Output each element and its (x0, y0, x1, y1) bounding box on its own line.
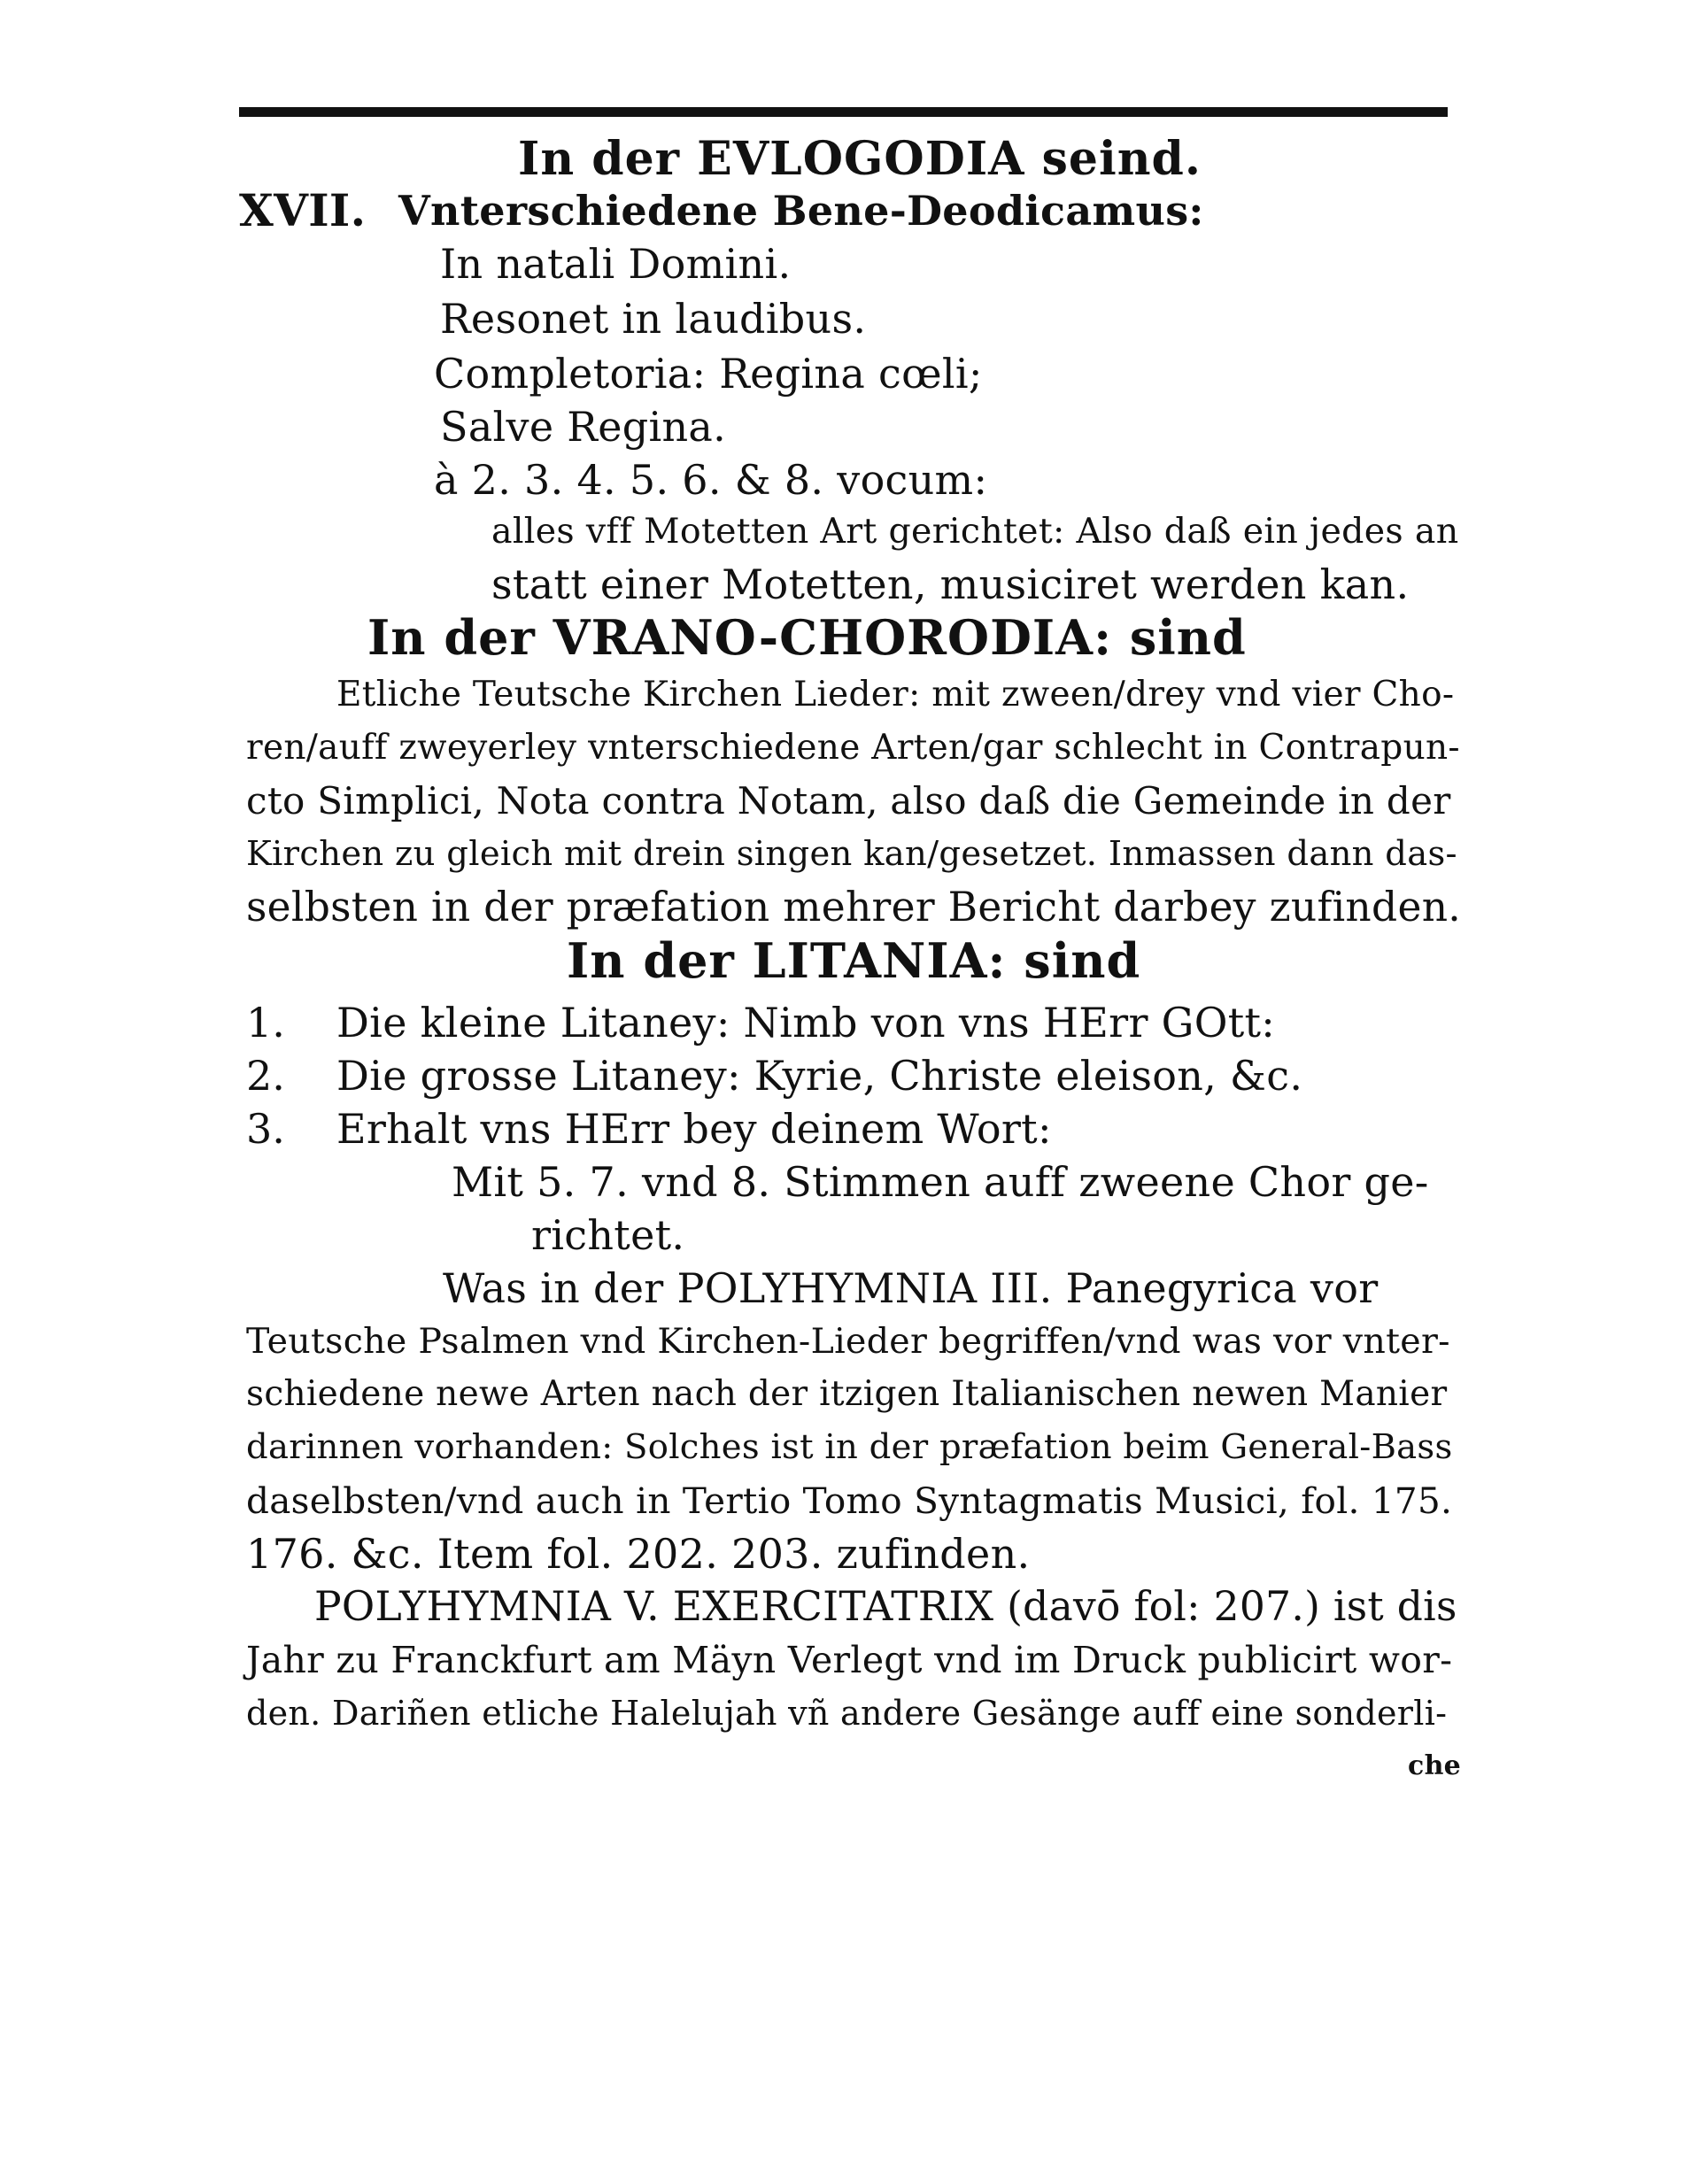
polyhymnia-text-line: schiedene newe Arten nach der itzigen Italianischen newen Manier (246, 1374, 1448, 1414)
litania-item: Die kleine Litaney: Nimb von vns HErr GOtt: (336, 999, 1276, 1047)
xvii-label: XVII. (239, 184, 367, 236)
litania-number: 3. (246, 1105, 285, 1153)
exercitatrix-text-line: POLYHYMNIA V. EXERCITATRIX (davō fol: 207.) ist dis (314, 1583, 1457, 1630)
litania-item: Die grosse Litaney: Kyrie, Christe eleison, &c. (336, 1052, 1303, 1100)
urano-text-line: Kirchen zu gleich mit drein singen kan/gesetzet. Inmassen dann das- (246, 834, 1457, 874)
heading-eulogodia: In der EVLOGODIA seind. (518, 132, 1202, 186)
eulogodia-item: à 2. 3. 4. 5. 6. & 8. vocum: (434, 456, 988, 504)
litania-note-line: Mit 5. 7. vnd 8. Stimmen auff zweene Chor ge- (452, 1158, 1429, 1206)
eulogodia-item: Salve Regina. (440, 403, 727, 451)
eulogodia-item: In natali Domini. (440, 240, 792, 288)
litania-number: 2. (246, 1052, 285, 1100)
polyhymnia-text-line: daselbsten/vnd auch in Tertio Tomo Syntagmatis Musici, fol. 175. (246, 1479, 1453, 1522)
eulogodia-item: Completoria: Regina cœli; (434, 350, 983, 398)
litania-note-line: richtet. (531, 1211, 685, 1259)
polyhymnia-text-line: darinnen vorhanden: Solches ist in der præfation beim General-Bass (246, 1427, 1453, 1467)
polyhymnia-text-line: Was in der POLYHYMNIA III. Panegyrica vor (443, 1264, 1379, 1312)
heading-litania: In der LITANIA: sind (567, 932, 1141, 989)
polyhymnia-text-line: Teutsche Psalmen vnd Kirchen-Lieder begriffen/vnd was vor vnter- (246, 1321, 1450, 1362)
polyhymnia-text-line: 176. &c. Item fol. 202. 203. zufinden. (246, 1530, 1031, 1578)
catchword: che (1408, 1750, 1462, 1781)
exercitatrix-text-line: den. Dariñen etliche Halelujah vñ andere Gesänge auff eine sonderli- (246, 1694, 1448, 1733)
urano-text-line: cto Simplici, Nota contra Notam, also daß die Gemeinde in der (246, 779, 1451, 823)
heading-urano-chorodia: In der VRANO-CHORODIA: sind (367, 609, 1247, 666)
litania-number: 1. (246, 999, 285, 1047)
litania-item: Erhalt vns HErr bey deinem Wort: (336, 1105, 1052, 1153)
urano-text-line: selbsten in der præfation mehrer Bericht darbey zufinden. (246, 884, 1462, 931)
exercitatrix-text-line: Jahr zu Franckfurt am Mäyn Verlegt vnd im Druck publicirt wor- (246, 1639, 1453, 1681)
urano-text-line: ren/auff zweyerley vnterschiedene Arten/gar schlecht in Contrapun- (246, 728, 1460, 768)
eulogodia-item: Resonet in laudibus. (440, 295, 867, 343)
eulogodia-note-line: alles vff Motetten Art gerichtet: Also daß ein jedes an (491, 511, 1459, 552)
eulogodia-note-line: statt einer Motetten, musiciret werden kan. (491, 560, 1410, 608)
top-rule (239, 107, 1448, 117)
urano-text-line: Etliche Teutsche Kirchen Lieder: mit zween/drey vnd vier Cho- (336, 675, 1455, 714)
xvii-title: Vnterschiedene Bene-Deodicamus: (398, 187, 1204, 235)
